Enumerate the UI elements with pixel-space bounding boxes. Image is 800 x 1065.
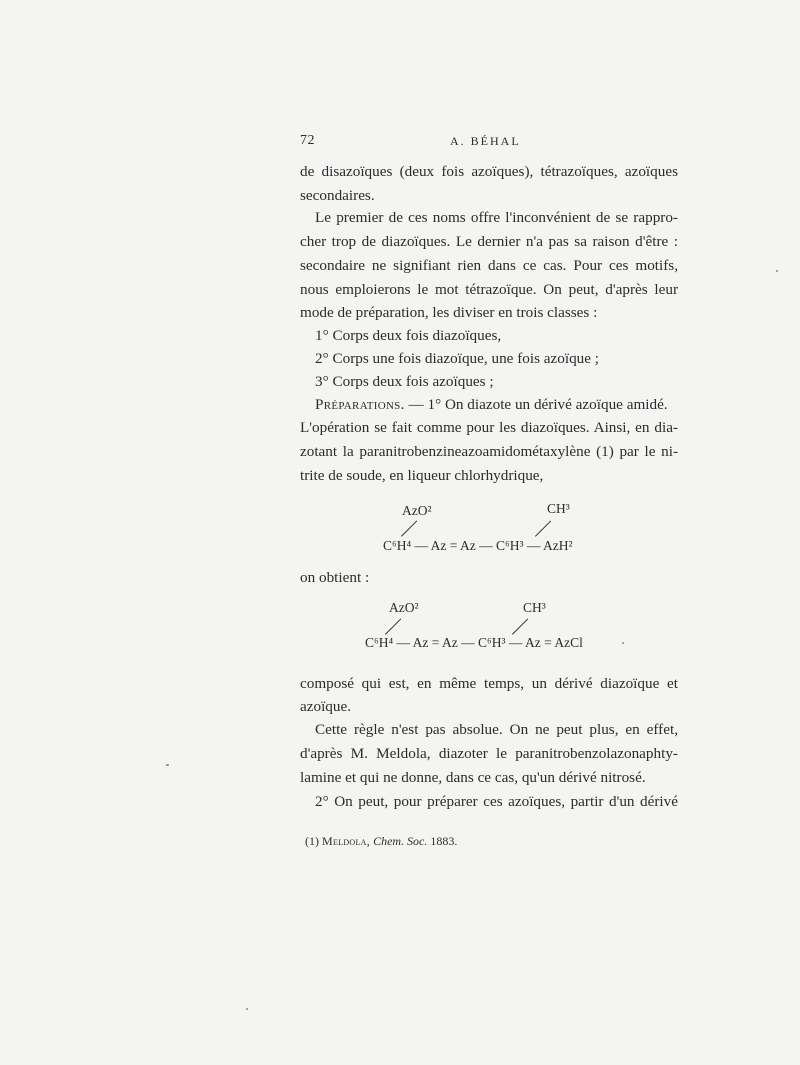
formula-main-chain: C⁶H⁴ — Az = Az — C⁶H³ — AzH² bbox=[383, 538, 573, 553]
body-line: L'opération se fait comme pour les diazoïques. Ainsi, en dia- bbox=[300, 419, 678, 436]
body-line: composé qui est, en même temps, un dérivé diazoïque et bbox=[300, 675, 678, 692]
running-head: A. BÉHAL bbox=[450, 134, 521, 148]
formula-substituent-nitro: AzO² bbox=[402, 503, 432, 518]
page-header bbox=[300, 133, 678, 153]
body-line: d'après M. Meldola, diazoter le paranitrobenzolazonaphty- bbox=[300, 745, 678, 762]
body-line: secondaires. bbox=[300, 187, 375, 204]
body-line: zotant la paranitrobenzineazoamidométaxylène (1) par le ni- bbox=[300, 443, 678, 460]
section-label: Préparations. bbox=[315, 396, 405, 413]
bond-line bbox=[385, 618, 401, 634]
formula-substituent-methyl: CH³ bbox=[547, 501, 570, 516]
body-line: 2° On peut, pour préparer ces azoïques, partir d'un dérivé bbox=[315, 793, 678, 810]
body-line: de disazoïques (deux fois azoïques), tétrazoïques, azoïques bbox=[300, 163, 678, 180]
body-line: secondaire ne signifiant rien dans ce cas. Pour ces motifs, bbox=[300, 257, 678, 274]
footnote-journal: Chem. Soc. bbox=[373, 834, 428, 848]
footnote-author: Meldola, bbox=[322, 834, 371, 848]
body-line: lamine et qui ne donne, dans ce cas, qu'un dérivé nitrosé. bbox=[300, 769, 646, 786]
body-line: trite de soude, en liqueur chlorhydrique, bbox=[300, 467, 544, 484]
list-item: 2° Corps une fois diazoïque, une fois azoïque ; bbox=[315, 350, 600, 367]
footnote-year: 1883. bbox=[430, 834, 458, 848]
bond-line bbox=[512, 618, 528, 634]
bond-line bbox=[401, 520, 417, 536]
page-number: 72 bbox=[300, 133, 315, 148]
formula-substituent-nitro: AzO² bbox=[389, 600, 419, 615]
body-line: on obtient : bbox=[300, 569, 370, 586]
footnote bbox=[305, 834, 457, 849]
body-line-text: — 1° On diazote un dérivé azoïque amidé. bbox=[408, 396, 668, 413]
list-item: 1° Corps deux fois diazoïques, bbox=[315, 327, 502, 344]
body-line: nous emploierons le mot tétrazoïque. On peut, d'après leur bbox=[300, 281, 678, 298]
body-line: Le premier de ces noms offre l'inconvénient de se rappro- bbox=[315, 209, 678, 226]
body-line: Cette règle n'est pas absolue. On ne peut plus, en effet, bbox=[315, 721, 678, 738]
body-line: azoïque. bbox=[300, 698, 352, 715]
footnote-marker: (1) bbox=[305, 834, 319, 848]
list-item: 3° Corps deux fois azoïques ; bbox=[315, 373, 494, 390]
body-line bbox=[315, 395, 678, 415]
formula-main-chain: C⁶H⁴ — Az = Az — C⁶H³ — Az = AzCl bbox=[365, 635, 583, 650]
body-line: cher trop de diazoïques. Le dernier n'a pas sa raison d'être : bbox=[300, 233, 678, 250]
body-line: mode de préparation, les diviser en trois classes : bbox=[300, 304, 598, 321]
bond-line bbox=[535, 520, 551, 536]
formula-substituent-methyl: CH³ bbox=[523, 600, 546, 615]
